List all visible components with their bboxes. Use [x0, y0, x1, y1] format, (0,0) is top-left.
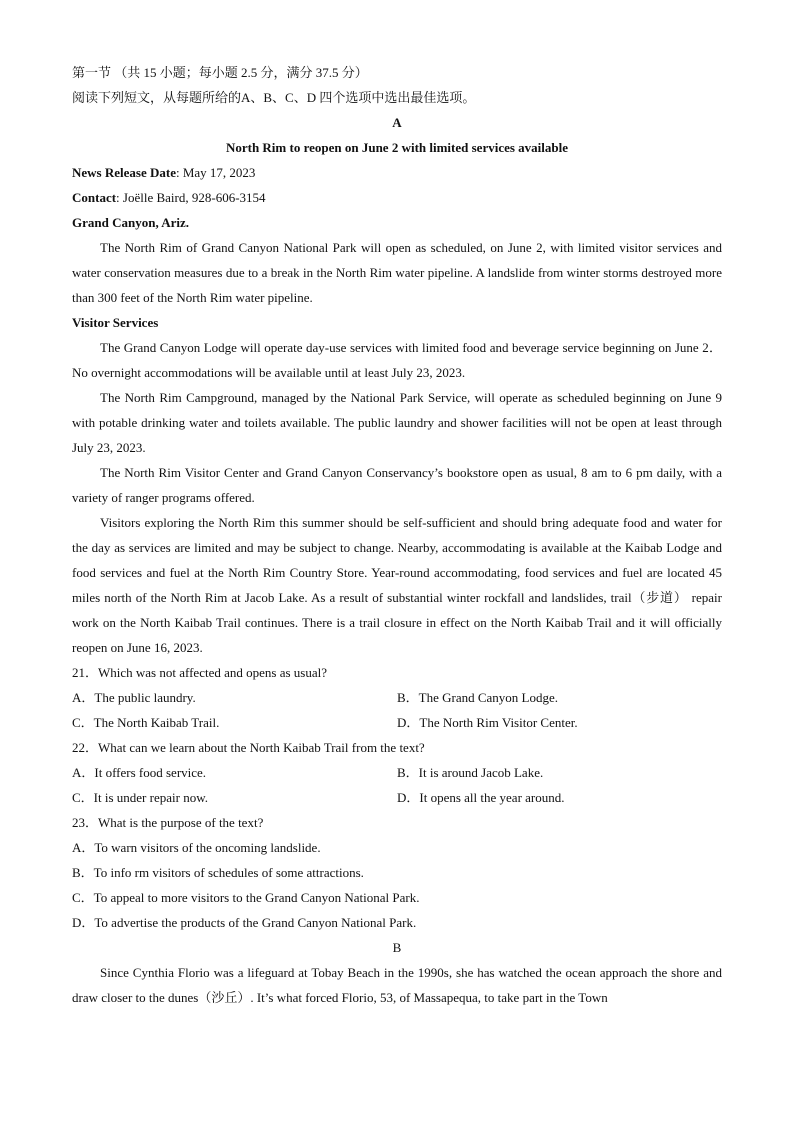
passage-a-title: North Rim to reopen on June 2 with limited services available — [225, 140, 569, 155]
visitor-services-heading: Visitor Services — [72, 315, 159, 330]
paragraph-1: The North Rim of Grand Canyon National Park will open as scheduled, on June 2, with limited visitor services and water conservation measures due to a break in the North Rim water pipeline. A landslide from winter storms destroyed more than 300 feet of the North Rim water pipeline. — [72, 240, 722, 305]
question-22-option-b[interactable]: B．It is around Jacob Lake. — [397, 765, 544, 780]
passage-b-paragraph-1: Since Cynthia Florio was a lifeguard at Tobay Beach in the 1990s, she has watched the ocean approach the shore and draw closer to the dunes（沙丘）. It’s what forced Florio, 53, of Massapequa, to take part in the Town — [72, 965, 722, 1005]
question-23-option-d[interactable]: D．To advertise the products of the Grand Canyon National Park. — [72, 915, 417, 930]
question-21-options — [72, 685, 722, 710]
paragraph-3: The North Rim Campground, managed by the National Park Service, will operate as scheduled beginning on June 9 with potable drinking water and toilets available. The public laundry and shower facilities will not be open at least through July 23, 2023. — [72, 390, 722, 455]
question-21-option-d[interactable]: D．The North Rim Visitor Center. — [397, 715, 578, 730]
passage-b-letter: B — [392, 940, 402, 955]
contact-value: : Joëlle Baird, 928-606-3154 — [116, 190, 266, 205]
question-22-options — [72, 760, 722, 785]
paragraph-5: Visitors exploring the North Rim this summer should be self-sufficient and should bring adequate food and water for the day as services are limited and may be subject to change. Nearby, accommodating is available at the Kaibab Lodge and food services and fuel at the North Rim Country Store. Year-round accommodating, food services and fuel are located 45 miles north of the North Rim at Jacob Lake. As a result of substantial winter rockfall and landslides, trail（步道） repair work on the North Kaibab Trail continues. There is a trail closure in effect on the North Kaibab Trail and it will officially reopen on June 16, 2023. — [72, 515, 722, 655]
section-header: 第一节 （共 15 小题；每小题 2.5 分，满分 37.5 分） — [72, 65, 368, 80]
release-date-value: : May 17, 2023 — [175, 165, 256, 180]
question-22-option-d[interactable]: D．It opens all the year around. — [397, 790, 565, 805]
paragraph-2: The Grand Canyon Lodge will operate day-use services with limited food and beverage service beginning on June 2．No overnight accommodations will be available until at least July 23, 2023. — [72, 340, 722, 380]
paragraph-4: The North Rim Visitor Center and Grand Canyon Conservancy’s bookstore open as usual, 8 am to 6 pm daily, with a variety of ranger programs offered. — [72, 465, 722, 505]
passage-a-letter: A — [392, 115, 402, 130]
exam-page — [72, 60, 722, 1010]
instruction-text: 阅读下列短文，从每题所给的A、B、C、D 四个选项中选出最佳选项。 — [72, 90, 476, 105]
question-22-option-c[interactable]: C．It is under repair now. — [72, 790, 208, 805]
question-21-options-2 — [72, 710, 722, 735]
question-22-options-2 — [72, 785, 722, 810]
release-date — [72, 160, 722, 185]
release-date-label: News Release Date — [72, 165, 176, 180]
question-21-option-a[interactable]: A．The public laundry. — [72, 690, 196, 705]
contact-label: Contact — [72, 190, 117, 205]
question-23-stem: 23．What is the purpose of the text? — [72, 815, 264, 830]
question-21-option-b[interactable]: B．The Grand Canyon Lodge. — [397, 690, 559, 705]
question-22-option-a[interactable]: A．It offers food service. — [72, 765, 207, 780]
question-23-option-b[interactable]: B．To info rm visitors of schedules of some attractions. — [72, 865, 364, 880]
question-22-stem: 22．What can we learn about the North Kaibab Trail from the text? — [72, 740, 425, 755]
question-21-stem: 21．Which was not affected and opens as usual? — [72, 665, 327, 680]
question-23-option-c[interactable]: C．To appeal to more visitors to the Grand Canyon National Park. — [72, 890, 420, 905]
location-heading: Grand Canyon, Ariz. — [72, 215, 190, 230]
contact — [72, 185, 722, 210]
question-21-option-c[interactable]: C．The North Kaibab Trail. — [72, 715, 220, 730]
question-23-option-a[interactable]: A．To warn visitors of the oncoming landslide. — [72, 840, 321, 855]
